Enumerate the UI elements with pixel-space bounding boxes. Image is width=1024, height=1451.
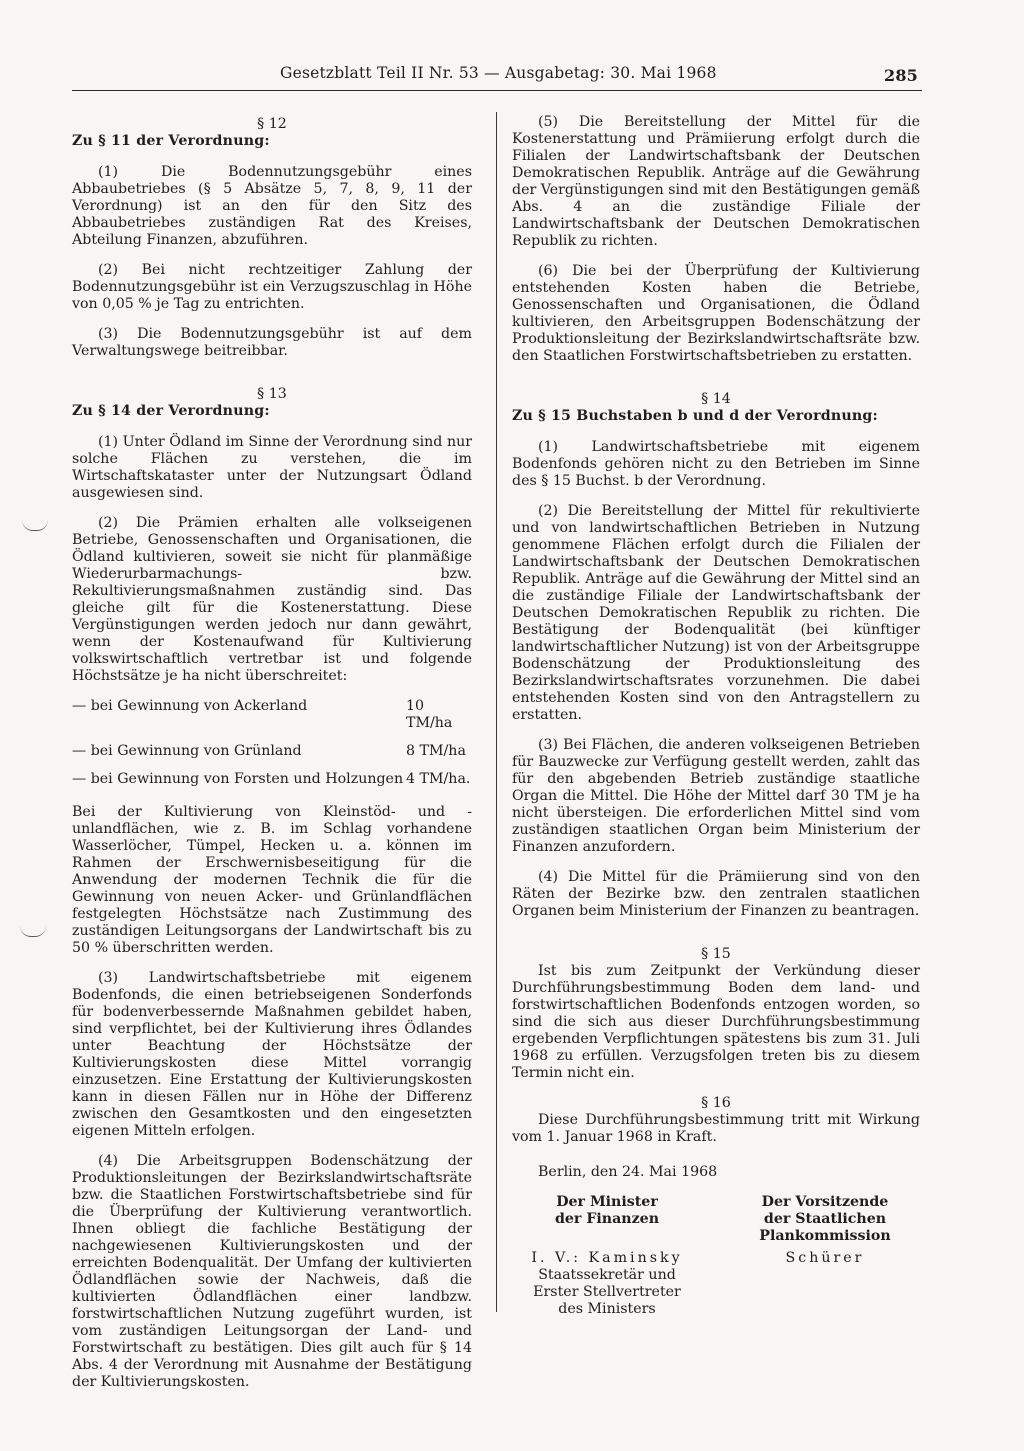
s14-paragraph-4: (4) Die Mittel für die Prämiierung sind von den Räten der Bezirke bzw. den zentralen staatlichen Organen beim Ministerium der Finanzen zu beantragen.: [512, 869, 920, 919]
section-14-subheading: Zu § 15 Buchstaben b und d der Verordnung:: [512, 408, 878, 424]
signatory-role: Erster Stellvertreter: [533, 1284, 681, 1300]
s15-paragraph-1: Ist bis zum Zeitpunkt der Verkündung dieser Durchführungsbestimmung Boden dem land- und forstwirtschaftlichen Bodenfonds entzogen worden, so sind die sich aus dieser Durchführungsbestimmung ergebenden Verpflichtungen spätestens bis zum 31. Juli 1968 zu erfüllen. Verzugsfolgen treten bis zu diesem Termin nicht ein.: [512, 963, 920, 1081]
signature-planning-commission: [730, 1194, 920, 1318]
s13-paragraph-4: (4) Die Arbeitsgruppen Bodenschätzung der Produktionsleitungen der Bezirkslandwirtschaftsräte bzw. die Staatlichen Forstwirtschaftsbetriebe sind für die Überprüfung der Kultivierung verantwortlich. Ihnen obliegt die fachliche Bestätigung der nachgewiesenen Kultivierungskosten und der erreichten Bodenqualität. Der Umfang der kultivierten Ödlandflächen sowie der Nachweis, daß die kultivierten Ödlandflächen einer landbzw. forstwirtschaftlichen Nutzung zugeführt wurden, ist vom zuständigen Leitungsorgan der Land- und Forstwirtschaft zu bestätigen. Dies gilt auch für § 14 Abs. 4 der Verordnung mit Ausnahme der Bestätigung der Kultivierungskosten.: [72, 1153, 472, 1390]
header-title: Gesetzblatt Teil II Nr. 53 — Ausgabetag: 30. Mai 1968: [280, 64, 717, 82]
list-item: [72, 771, 472, 788]
s13-paragraph-5: (5) Die Bereitstellung der Mittel für die Kostenerstattung und Prämiierung erfolgt durch die Filialen der Landwirtschaftsbank der Deutschen Demokratischen Republik. Anträge auf die Gewährung der Vergünstigungen sind mit den Bestätigungen gemäß Abs. 4 an die zuständige Filiale der Landwirtschaftsbank der Deutschen Demokratischen Republik zu richten.: [512, 114, 920, 249]
list-item-label: — bei Gewinnung von Grünland: [72, 743, 302, 759]
s13-paragraph-1: (1) Unter Ödland im Sinne der Verordnung sind nur solche Flächen zu verstehen, die im Wirtschaftskataster unter der Nutzungsart Ödland ausgewiesen sind.: [72, 434, 472, 501]
s13-paragraph-2: (2) Die Prämien erhalten alle volkseigenen Betriebe, Genossenschaften und Organisationen, die Ödland kultivieren, soweit sie nicht für planmäßige Wiederurbarmachungs- bzw. Rekultivierungsmaßnahmen zuständig sind. Das gleiche gilt für die Kostenerstattung. Diese Vergünstigungen werden jedoch nur dann gewährt, wenn der Kostenaufwand für Kultivierung volkswirtschaftlich vertretbar ist und folgende Höchstsätze je ha nicht überschreitet:: [72, 515, 472, 684]
list-item-label: — bei Gewinnung von Ackerland: [72, 698, 308, 714]
s13-paragraph-3: (3) Landwirtschaftsbetriebe mit eigenem Bodenfonds, die einen betriebseigenen Sonderfonds für bodenverbessernde Maßnahmen gebildet haben, sind verpflichtet, bei der Kultivierung ihres Ödlandes unter Beachtung der Höchstsätze der Kultivierungskosten diese Mittel vorrangig einzusetzen. Eine Erstattung der Kultivierungskosten kann in diesen Fällen nur in Höhe der Differenz zwischen den Gesamtkosten und den eingesetzten eigenen Mitteln erfolgen.: [72, 970, 472, 1139]
list-item: [72, 743, 472, 760]
signature-minister-finance: [512, 1194, 702, 1318]
section-12-subheading: Zu § 11 der Verordnung:: [72, 133, 270, 149]
place-and-date: Berlin, den 24. Mai 1968: [538, 1164, 718, 1180]
page-header: [72, 58, 920, 88]
s16-paragraph-1: Diese Durchführungsbestimmung tritt mit Wirkung vom 1. Januar 1968 in Kraft.: [512, 1112, 920, 1145]
section-14-heading: § 14: [701, 391, 731, 407]
office-line: der Staatlichen: [763, 1211, 887, 1227]
s13-paragraph-6: (6) Die bei der Überprüfung der Kultivierung entstehenden Kosten haben die Betriebe, Genossenschaften und Organisationen, die Ödland kultivieren, den Arbeitsgruppen Bodenschätzung der Produktionsleitung der Bezirkslandwirtschaftsräte bzw. den Staatlichen Forstwirtschaftsbetrieben zu erstatten.: [512, 263, 920, 364]
list-item-value: 10 TM/ha: [406, 698, 453, 731]
office-line: Der Minister: [556, 1194, 658, 1210]
signatory-role: Staatssekretär und: [538, 1267, 676, 1283]
left-column: [72, 114, 472, 1404]
signatory-name: Schürer: [785, 1250, 865, 1266]
section-13-heading: § 13: [257, 386, 287, 402]
s14-paragraph-3: (3) Bei Flächen, die anderen volkseigenen Betrieben für Bauzwecke zur Verfügung gestellt werden, zahlt das für den abgebenden Betrieb zuständige staatliche Organ die Mittel. Die Höhe der Mittel darf 30 TM je ha nicht übersteigen. Die erforderlichen Mittel sind vom zuständigen staatlichen Organ beim Ministerium der Finanzen anzufordern.: [512, 737, 920, 855]
signatory-name: I. V.: Kaminsky: [531, 1250, 683, 1266]
section-13-subheading: Zu § 14 der Verordnung:: [72, 403, 270, 419]
margin-mark-1: [22, 520, 48, 531]
signature-block: [512, 1194, 920, 1318]
header-rule: [72, 90, 922, 91]
max-rates-list: [72, 698, 472, 788]
section-12-heading: § 12: [257, 116, 287, 132]
list-item-label: — bei Gewinnung von Forsten und Holzungen: [72, 771, 404, 787]
office-line: Plankommission: [759, 1228, 891, 1244]
list-item-value: 4 TM/ha.: [406, 771, 471, 787]
list-item: [72, 698, 472, 732]
s13-paragraph-2-continued: Bei der Kultivierung von Kleinstöd- und -unlandflächen, wie z. B. im Schlag vorhandene Wasserlöcher, Tümpel, Hecken u. a. können im Rahmen der Erschwernisbeseitigung für die Anwendung der modernen Technik die für die Gewinnung von neuen Acker- und Grünlandflächen festgelegten Höchstsätze nach Zustimmung des zuständigen Leitungsorgans der Landwirtschaft bis zu 50 % überschritten werden.: [72, 804, 472, 956]
s12-paragraph-2: (2) Bei nicht rechtzeitiger Zahlung der Bodennutzungsgebühr ist ein Verzugszuschlag in Höhe von 0,05 % je Tag zu entrichten.: [72, 262, 472, 312]
list-item-value: 8 TM/ha: [406, 743, 466, 759]
s12-paragraph-3: (3) Die Bodennutzungsgebühr ist auf dem Verwaltungswege beitreibbar.: [72, 326, 472, 359]
signatory-role: des Ministers: [558, 1301, 656, 1317]
office-line: der Finanzen: [554, 1211, 660, 1227]
section-15-heading: § 15: [701, 946, 731, 962]
right-column: [512, 114, 920, 1318]
margin-mark-2: [20, 926, 46, 937]
s12-paragraph-1: (1) Die Bodennutzungsgebühr eines Abbaubetriebes (§ 5 Absätze 5, 7, 8, 9, 11 der Verordnung) ist an den für den Sitz des Abbaubetriebes zuständigen Rat des Kreises, Abteilung Finanzen, abzuführen.: [72, 164, 472, 248]
s14-paragraph-1: (1) Landwirtschaftsbetriebe mit eigenem Bodenfonds gehören nicht zu den Betrieben im Sinne des § 15 Buchst. b der Verordnung.: [512, 439, 920, 489]
section-16-heading: § 16: [701, 1095, 731, 1111]
page-number: 285: [884, 66, 918, 85]
column-divider: [496, 112, 497, 1312]
s14-paragraph-2: (2) Die Bereitstellung der Mittel für rekultivierte und von landwirtschaftlichen Betrieben in Nutzung genommene Flächen erfolgt durch die Filialen der Landwirtschaftsbank der Deutschen Demokratischen Republik. Anträge auf die Gewährung der Mittel sind an die zuständige Filiale der Landwirtschaftsbank der Deutschen Demokratischen Republik zu richten. Die Bestätigung der Bodenqualität (bei künftiger landwirtschaftlicher Nutzung) ist von der Arbeitsgruppe Bodenschätzung der Produktionsleitung des Bezirkslandwirtschaftsrates vorzunehmen. Die dabei entstehenden Kosten sind von den Antragstellern zu erstatten.: [512, 503, 920, 723]
office-line: Der Vorsitzende: [761, 1194, 889, 1210]
